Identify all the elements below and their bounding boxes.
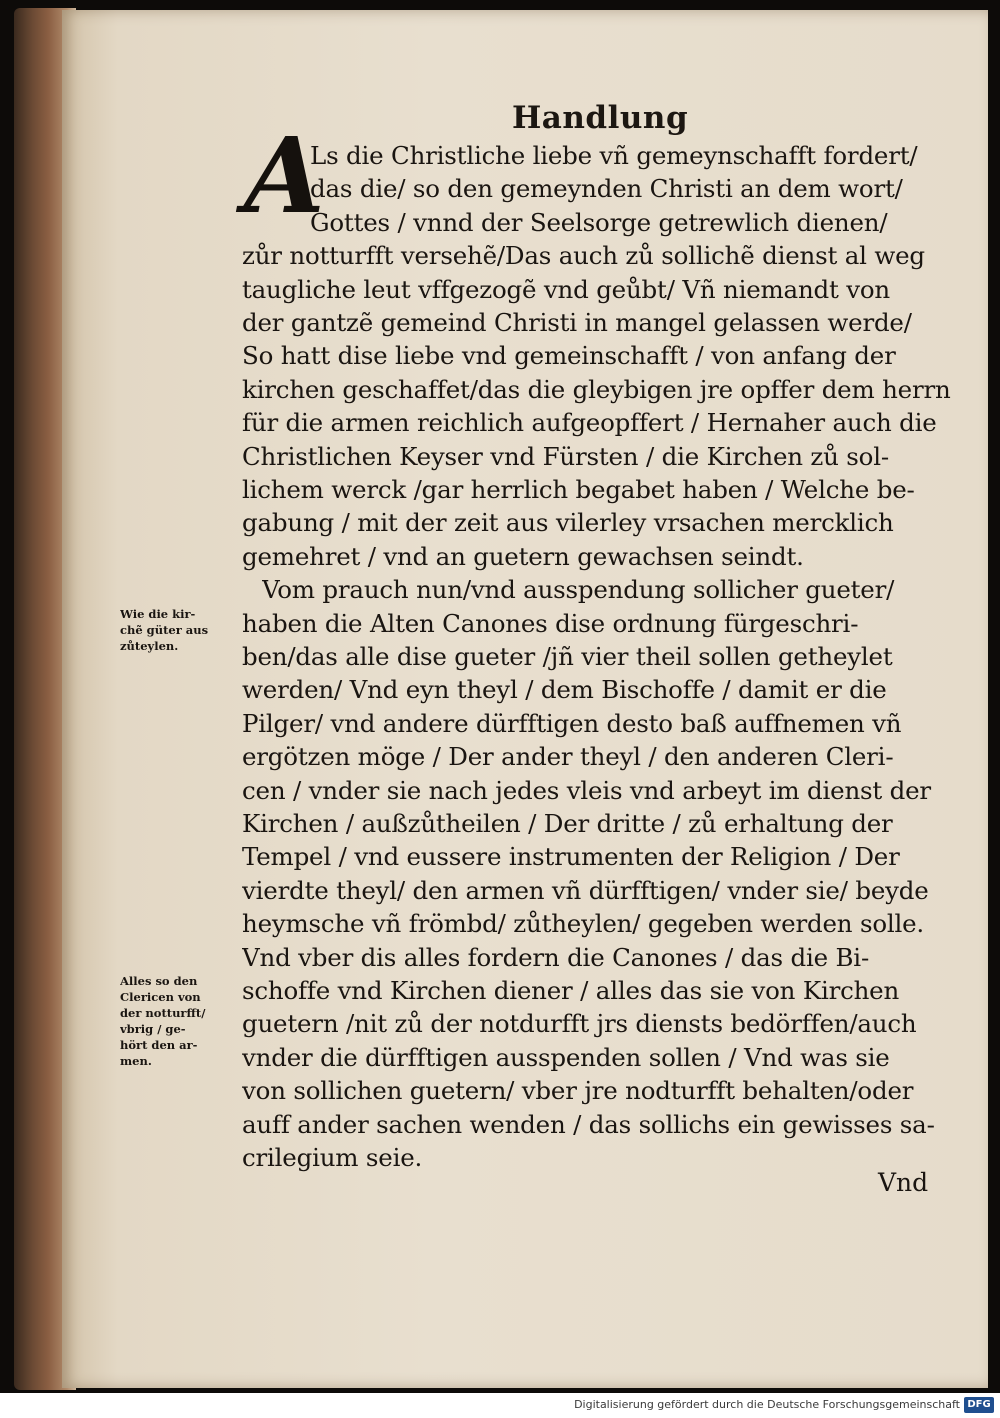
text-line: kirchen geschaffet/das die gleybigen jre opffer dem herrn [242,374,951,404]
text-line: haben die Alten Canones dise ordnung fürgeschri- [242,608,859,638]
footer-credit: Digitalisierung gefördert durch die Deutsche Forschungsgemeinschaft [574,1398,960,1411]
text-line: Gottes / vnnd der Seelsorge getrewlich dienen/ [310,207,888,237]
text-line: vierdte theyl/ den armen vñ dürfftigen/ vnder sie/ beyde [242,875,929,905]
text-line: gemehret / vnd an guetern gewachsen seindt. [242,541,804,571]
text-line: So hatt dise liebe vnd gemeinschafft / von anfang der [242,341,896,371]
text-line: taugliche leut vffgezogẽ vnd geůbt/ Vñ niemandt von [242,274,891,304]
text-line: auff ander sachen wenden / das sollichs ein gewisses sa- [242,1109,935,1139]
text-line: Christlichen Keyser vnd Fürsten / die Kirchen zů sol- [242,441,889,471]
text-line: gabung / mit der zeit aus vilerley vrsachen mercklich [242,508,894,538]
margin-note-surplus [120,973,238,1069]
text-line: vnder die dürfftigen ausspenden sollen / Vnd was sie [242,1042,890,1072]
margin-note-line: chẽ güter aus [120,623,209,637]
text-line: ben/das alle dise gueter /jñ vier theil sollen getheylet [242,642,893,671]
text-line: Tempel / vnd eussere instrumenten der Religion / Der [242,842,900,872]
text-line: der gantzẽ gemeind Christi in mangel gelassen werde/ [242,308,912,337]
text-line: für die armen reichlich aufgeopffert / Hernaher auch die [242,408,937,438]
drop-cap: A [244,114,325,237]
text-line: heymsche vñ frömbd/ zůtheylen/ gegeben werden solle. [242,909,925,939]
text-line: schoffe vnd Kirchen diener / alles das sie von Kirchen [242,976,900,1005]
text-line: ergötzen möge / Der ander theyl / den anderen Cleri- [242,742,894,772]
text-line: cen / vnder sie nach jedes vleis vnd arbeyt im dienst der [242,775,931,805]
margin-note-line: zůteylen. [120,639,179,653]
text-line: zůr notturfft versehẽ/Das auch zů sollichẽ dienst al weg [242,241,925,271]
text-line: von sollichen guetern/ vber jre nodturfft behalten/oder [242,1076,914,1106]
text-line: crilegium seie. [242,1143,423,1172]
text-line: werden/ Vnd eyn theyl / dem Bischoffe / damit er die [242,675,887,705]
text-line: Vom prauch nun/vnd ausspendung sollicher gueter/ [262,575,895,605]
margin-note-line: Clericen von [120,990,201,1004]
text-line: Kirchen / außzůtheilen / Der dritte / zů erhaltung der [242,809,893,838]
margin-note-line: hört den ar- [120,1038,198,1052]
margin-note-line: Wie die kir- [120,607,196,621]
margin-note-line: vbrig / ge- [120,1022,186,1036]
margin-note-line: men. [120,1054,152,1068]
margin-note-line: Alles so den [120,974,198,988]
text-line: Pilger/ vnd andere dürfftigen desto baß auffnemen vñ [242,708,902,738]
text-line: Vnd vber dis alles fordern die Canones / das die Bi- [242,942,870,972]
margin-note-distribution [120,606,238,654]
catchword: Vnd [878,1168,929,1197]
text-line: guetern /nit zů der notdurfft jrs diensts bedörffen/auch [242,1009,917,1039]
text-line: das die/ so den gemeynden Christi an dem wort/ [310,174,903,204]
running-head: Handlung [512,100,689,136]
text-line: Ls die Christliche liebe vñ gemeynschafft fordert/ [310,141,918,170]
text-line: lichem werck /gar herrlich begabet haben / Welche be- [242,475,915,504]
dfg-logo: DFG [964,1397,994,1413]
margin-note-line: der notturfft/ [120,1006,206,1020]
